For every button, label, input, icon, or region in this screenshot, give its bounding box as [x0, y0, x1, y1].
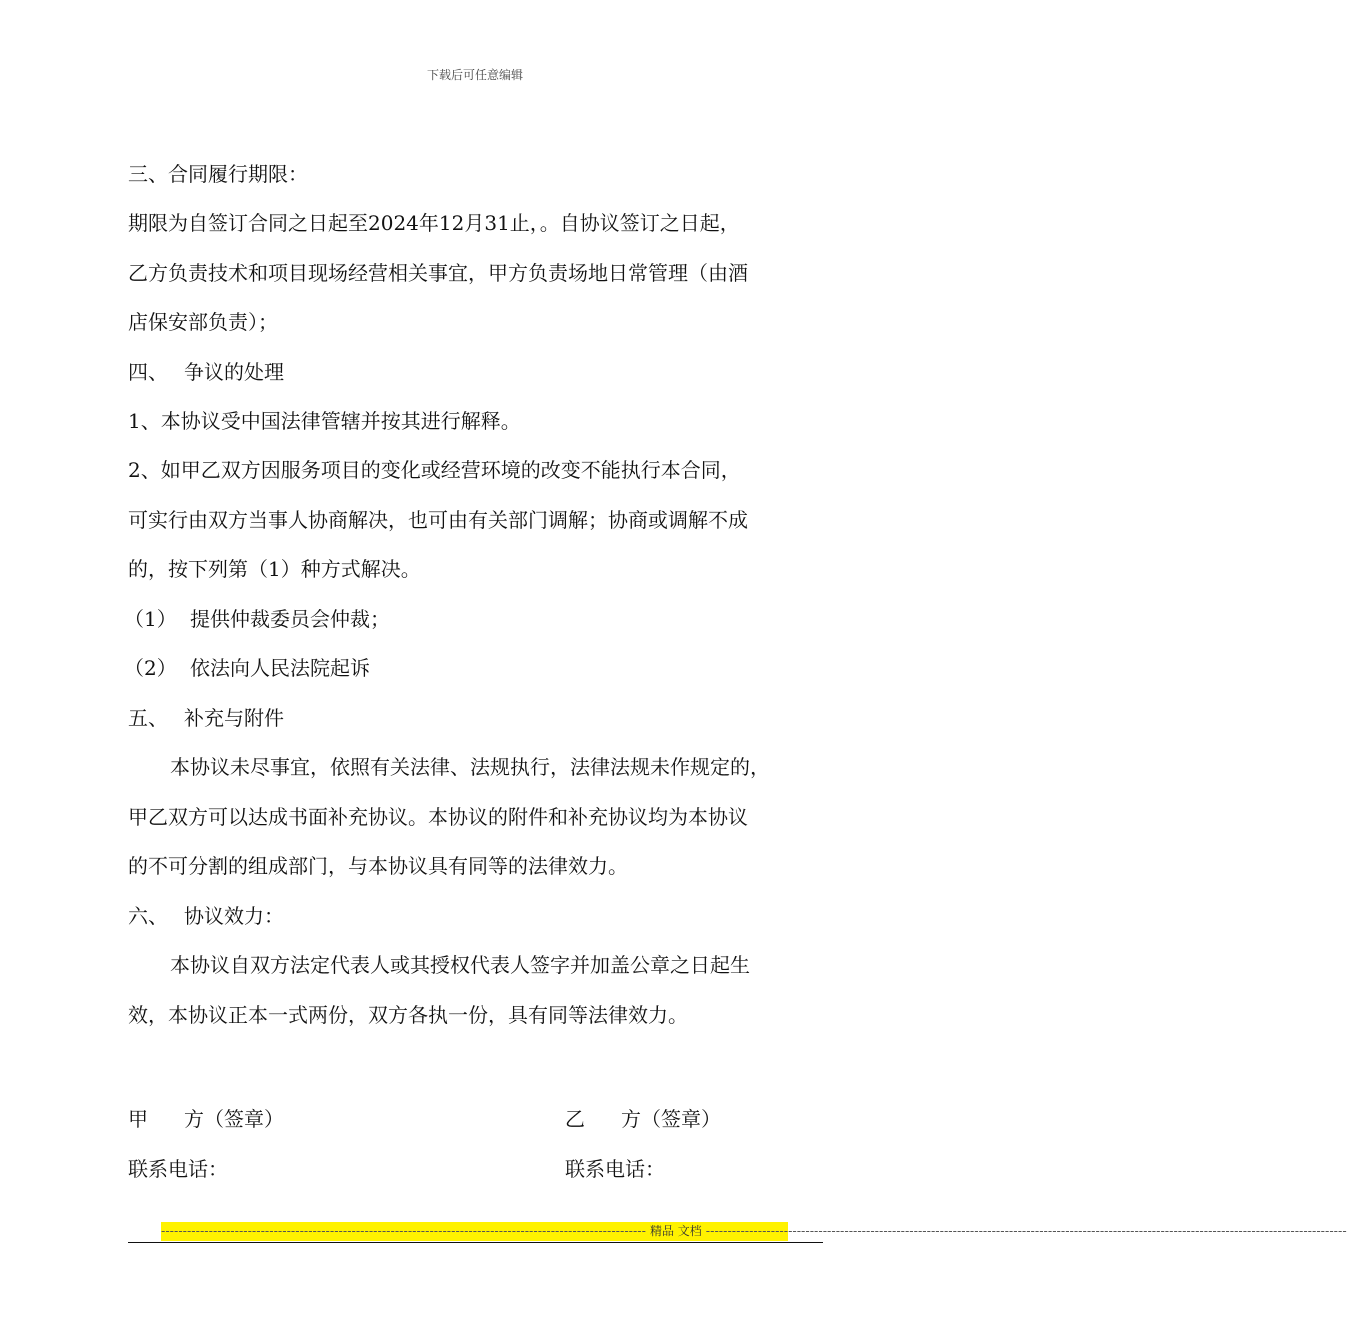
section-5-number: 五、: [128, 706, 168, 730]
section-6-title: 协议效力：: [184, 904, 284, 928]
section-4-heading: [128, 357, 284, 387]
section-6-number: 六、: [128, 904, 168, 928]
footer-label: 精品 文档: [649, 1224, 702, 1238]
section-3-title: 三、合同履行期限：: [128, 162, 308, 186]
section-3-paragraph-line-2: 乙方负责技术和项目现场经营相关事宜，甲方负责场地日常管理（由酒: [128, 261, 748, 285]
section-5-paragraph-line-3: 的不可分割的组成部门，与本协议具有同等的法律效力。: [128, 854, 628, 878]
party-a-char: 甲: [128, 1107, 148, 1131]
section-4-item-1: 1、本协议受中国法律管辖并按其进行解释。: [128, 409, 521, 433]
party-b-signature: [565, 1104, 721, 1134]
section-4-title: 争议的处理: [184, 360, 284, 384]
section-5-paragraph-line-2: 甲乙双方可以达成书面补充协议。本协议的附件和补充协议均为本协议: [128, 805, 748, 829]
section-3-paragraph-line-3: 店保安部负责）；: [128, 310, 278, 334]
footer-highlight-bar: [161, 1222, 1347, 1241]
option-2-text: 依法向人民法院起诉: [190, 656, 370, 680]
party-a-contact: 联系电话：: [128, 1157, 228, 1181]
header-note: 下载后可任意编辑: [426, 68, 523, 82]
section-6-paragraph-line-1: 本协议自双方法定代表人或其授权代表人签字并加盖公章之日起生: [170, 953, 750, 977]
party-a-label: 方（签章）: [184, 1107, 284, 1131]
section-3-paragraph-line-1: 期限为自签订合同之日起至2024年12月31止，。自协议签订之日起，: [128, 211, 740, 235]
section-4-item-2-line-3: 的，按下列第（1）种方式解决。: [128, 557, 421, 581]
section-6-heading: [128, 901, 284, 931]
footer-dash-right: ----------------------------------------------------------------------------------------------------------------------------------------------------: [705, 1224, 1347, 1238]
footer-dash-left: ----------------------------------------------------------------------------------------------------------------: [161, 1224, 646, 1238]
section-5-title: 补充与附件: [184, 706, 284, 730]
section-4-item-2-line-1: 2、如甲乙双方因服务项目的变化或经营环境的改变不能执行本合同，: [128, 458, 741, 482]
option-2-number: （2）: [124, 656, 177, 680]
option-1-number: （1）: [124, 607, 177, 631]
section-4-number: 四、: [128, 360, 168, 384]
footer-rule: [128, 1242, 823, 1243]
section-5-paragraph-line-1: 本协议未尽事宜，依照有关法律、法规执行，法律法规未作规定的，: [170, 755, 770, 779]
party-a-signature: [128, 1104, 284, 1134]
section-4-item-2-line-2: 可实行由双方当事人协商解决，也可由有关部门调解；协商或调解不成: [128, 508, 748, 532]
party-b-label: 方（签章）: [621, 1107, 721, 1131]
party-b-char: 乙: [565, 1107, 585, 1131]
section-5-heading: [128, 703, 284, 733]
section-4-option-2: [124, 653, 370, 683]
section-4-option-1: [124, 604, 390, 634]
section-6-paragraph-line-2: 效，本协议正本一式两份，双方各执一份，具有同等法律效力。: [128, 1003, 688, 1027]
party-b-contact: 联系电话：: [565, 1157, 665, 1181]
option-1-text: 提供仲裁委员会仲裁；: [190, 607, 390, 631]
